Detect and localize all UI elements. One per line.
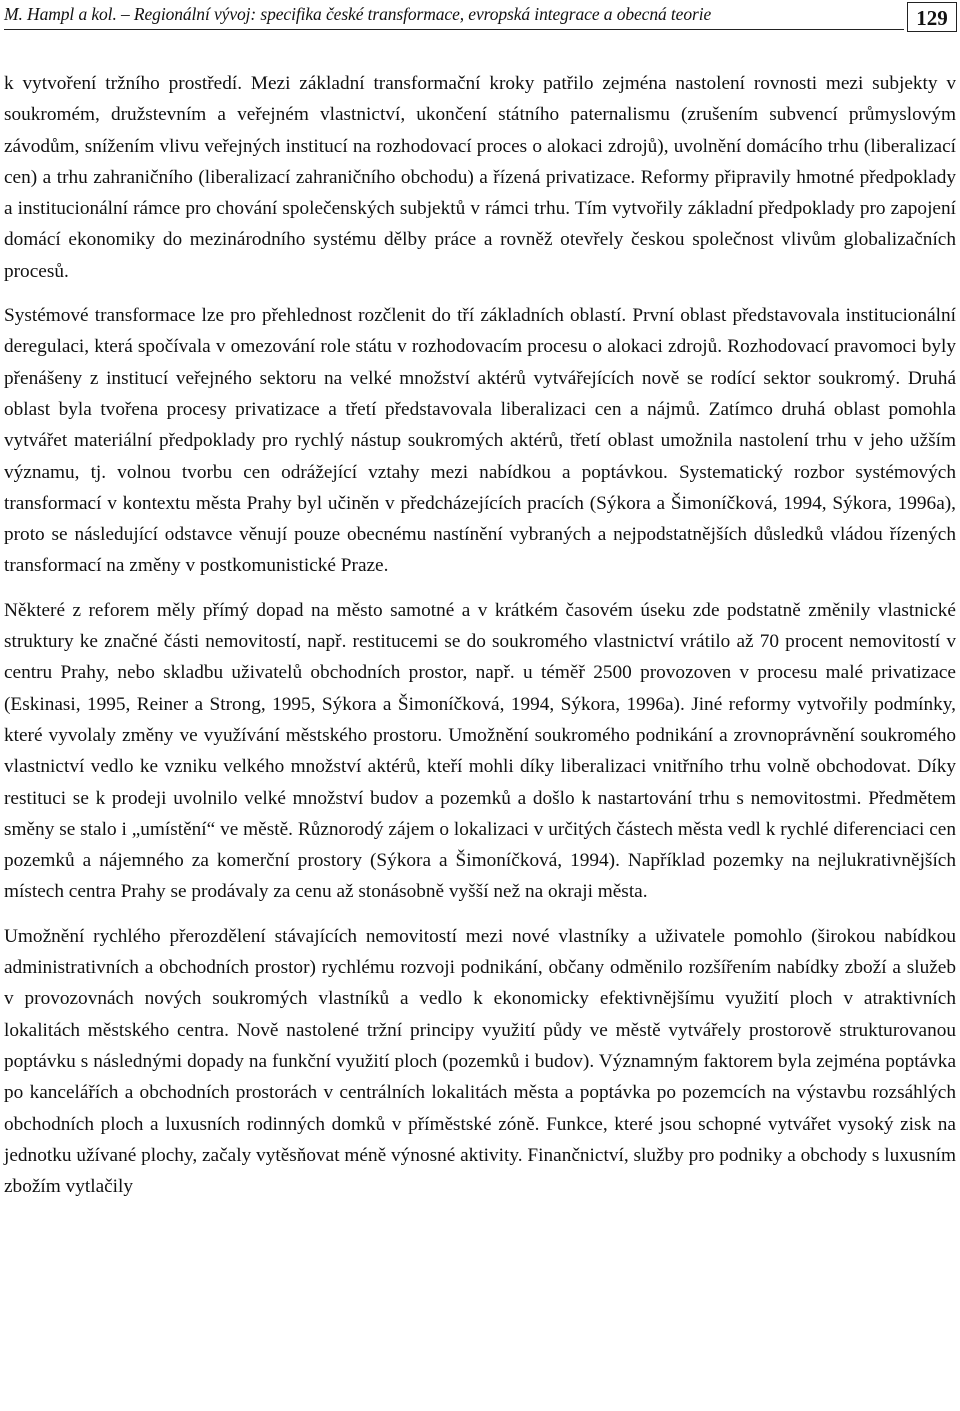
page-number: 129 <box>907 2 957 32</box>
paragraph-4: Umožnění rychlého přerozdělení stávajících nemovitostí mezi nové vlastníky a uživatele pomohlo (širokou nabídkou administrativních a obchodních prostor) rychlému rozvoji podnikání, občany odměnilo rozšířením nabídky zboží a služeb v provozovnách nových soukromých vlastníků a vedlo k ekonomicky efektivnějšímu využití ploch v atraktivních lokalitách městského centra. Nově nastolené tržní principy využití půdy ve městě vytvářely prostorově strukturovanou poptávku s následnými dopady na funkční využití ploch (pozemků i budov). Významným faktorem byla zejména poptávka po kancelářích a obchodních prostorách v centrálních lokalitách města a poptávka po pozemcích na výstavbu rozsáhlých obchodních ploch a luxusních rodinných domků v příměstské zóně. Funkce, které jsou schopné vytvářet vysoký zisk na jednotku užívané plochy, začaly vytěsňovat méně výnosné aktivity. Finančnictví, služby pro podniky a obchody s luxusním zbožím vytlačily <box>4 925 956 1198</box>
page-header <box>0 0 960 48</box>
paragraph-3: Některé z reforem měly přímý dopad na město samotné a v krátkém časovém úseku zde podstatně změnily vlastnické struktury ke značné části nemovitostí, např. restitucemi se do soukromého vlastnictví vrátilo až 70 procent nemovitostí v centru Prahy, nebo skladbu uživatelů obchodních prostor, např. u téměř 2500 provozoven v procesu malé privatizace (Eskinasi, 1995, Reiner a Strong, 1995, Sýkora a Šimoníčková, 1994, Sýkora, 1996a). Jiné reformy vytvořily podmínky, které vyvolaly změny ve využívání městského prostoru. Umožnění soukromého podnikání a zrovnoprávnění soukromého vlastnictví vedlo ke vzniku velkého množství aktérů, kteří mohli díky liberalizaci vnitřního trhu volně obchodovat. Díky restituci se k prodeji uvolnilo velké množství budov a pozemků a došlo k nastartování trhu s nemovitostmi. Předmětem směny se stalo i „umístění“ ve městě. Různorodý zájem o lokalizaci v určitých částech města vedl k rychlé diferenciaci cen pozemků a nájemného za komerční prostory (Sýkora a Šimoníčková, 1994). Například pozemky na nejlukrativnějších místech centra Prahy se prodávaly za cenu až stonásobně vyšší než na okraji města. <box>4 599 956 903</box>
paragraph-1: k vytvoření tržního prostředí. Mezi základní transformační kroky patřilo zejména nastolení rovnosti mezi subjekty v soukromém, družstevním a veřejném vlastnictví, ukončení státního paternalismu (zrušením subvencí průmyslovým závodům, snížením vlivu veřejných institucí na rozhodovací proces o alokaci zdrojů), uvolnění domácího trhu (liberalizací cen) a trhu zahraničního (liberalizací zahraničního obchodu) a řízená privatizace. Reformy připravily hmotné předpoklady a institucionální rámce pro chování společenských subjektů v rámci trhu. Tím vytvořily základní předpoklady pro zapojení domácí ekonomiky do mezinárodního systému dělby práce a rovněž otevřely českou společnost vlivům globalizačních procesů. <box>4 73 956 282</box>
header-rule <box>4 29 904 30</box>
paragraph-2: Systémové transformace lze pro přehlednost rozčlenit do tří základních oblastí. První oblast představovala institucionální deregulaci, která spočívala v omezování role státu v rozhodovacím procesu o alokaci zdrojů. Rozhodovací pravomoci byly přenášeny z institucí veřejného sektoru na velké množství aktérů vytvářejících nově se rodící sektor soukromý. Druhá oblast byla tvořena procesy privatizace a třetí představovala liberalizaci cen a nájmů. Zatímco druhá oblast pomohla vytvářet materiální předpoklady pro rychlý nástup soukromých aktérů, třetí oblast umožnila nastolení trhu v jeho užším významu, tj. volnou tvorbu cen odrážející vztahy mezi nabídkou a poptávkou. Systematický rozbor systémových transformací v kontextu města Prahy byl učiněn v předcházejících pracích (Sýkora a Šimoníčková, 1994, Sýkora, 1996a), proto se následující odstavce věnují pouze obecnému nastínění vybraných a nejpodstatnějších důsledků vládou řízených transformací na změny v postkomunistické Praze. <box>4 305 956 577</box>
body-text <box>4 68 956 1215</box>
running-head: M. Hampl a kol. – Regionální vývoj: specifika české transformace, evropská integrace a obecná teorie <box>4 4 712 24</box>
